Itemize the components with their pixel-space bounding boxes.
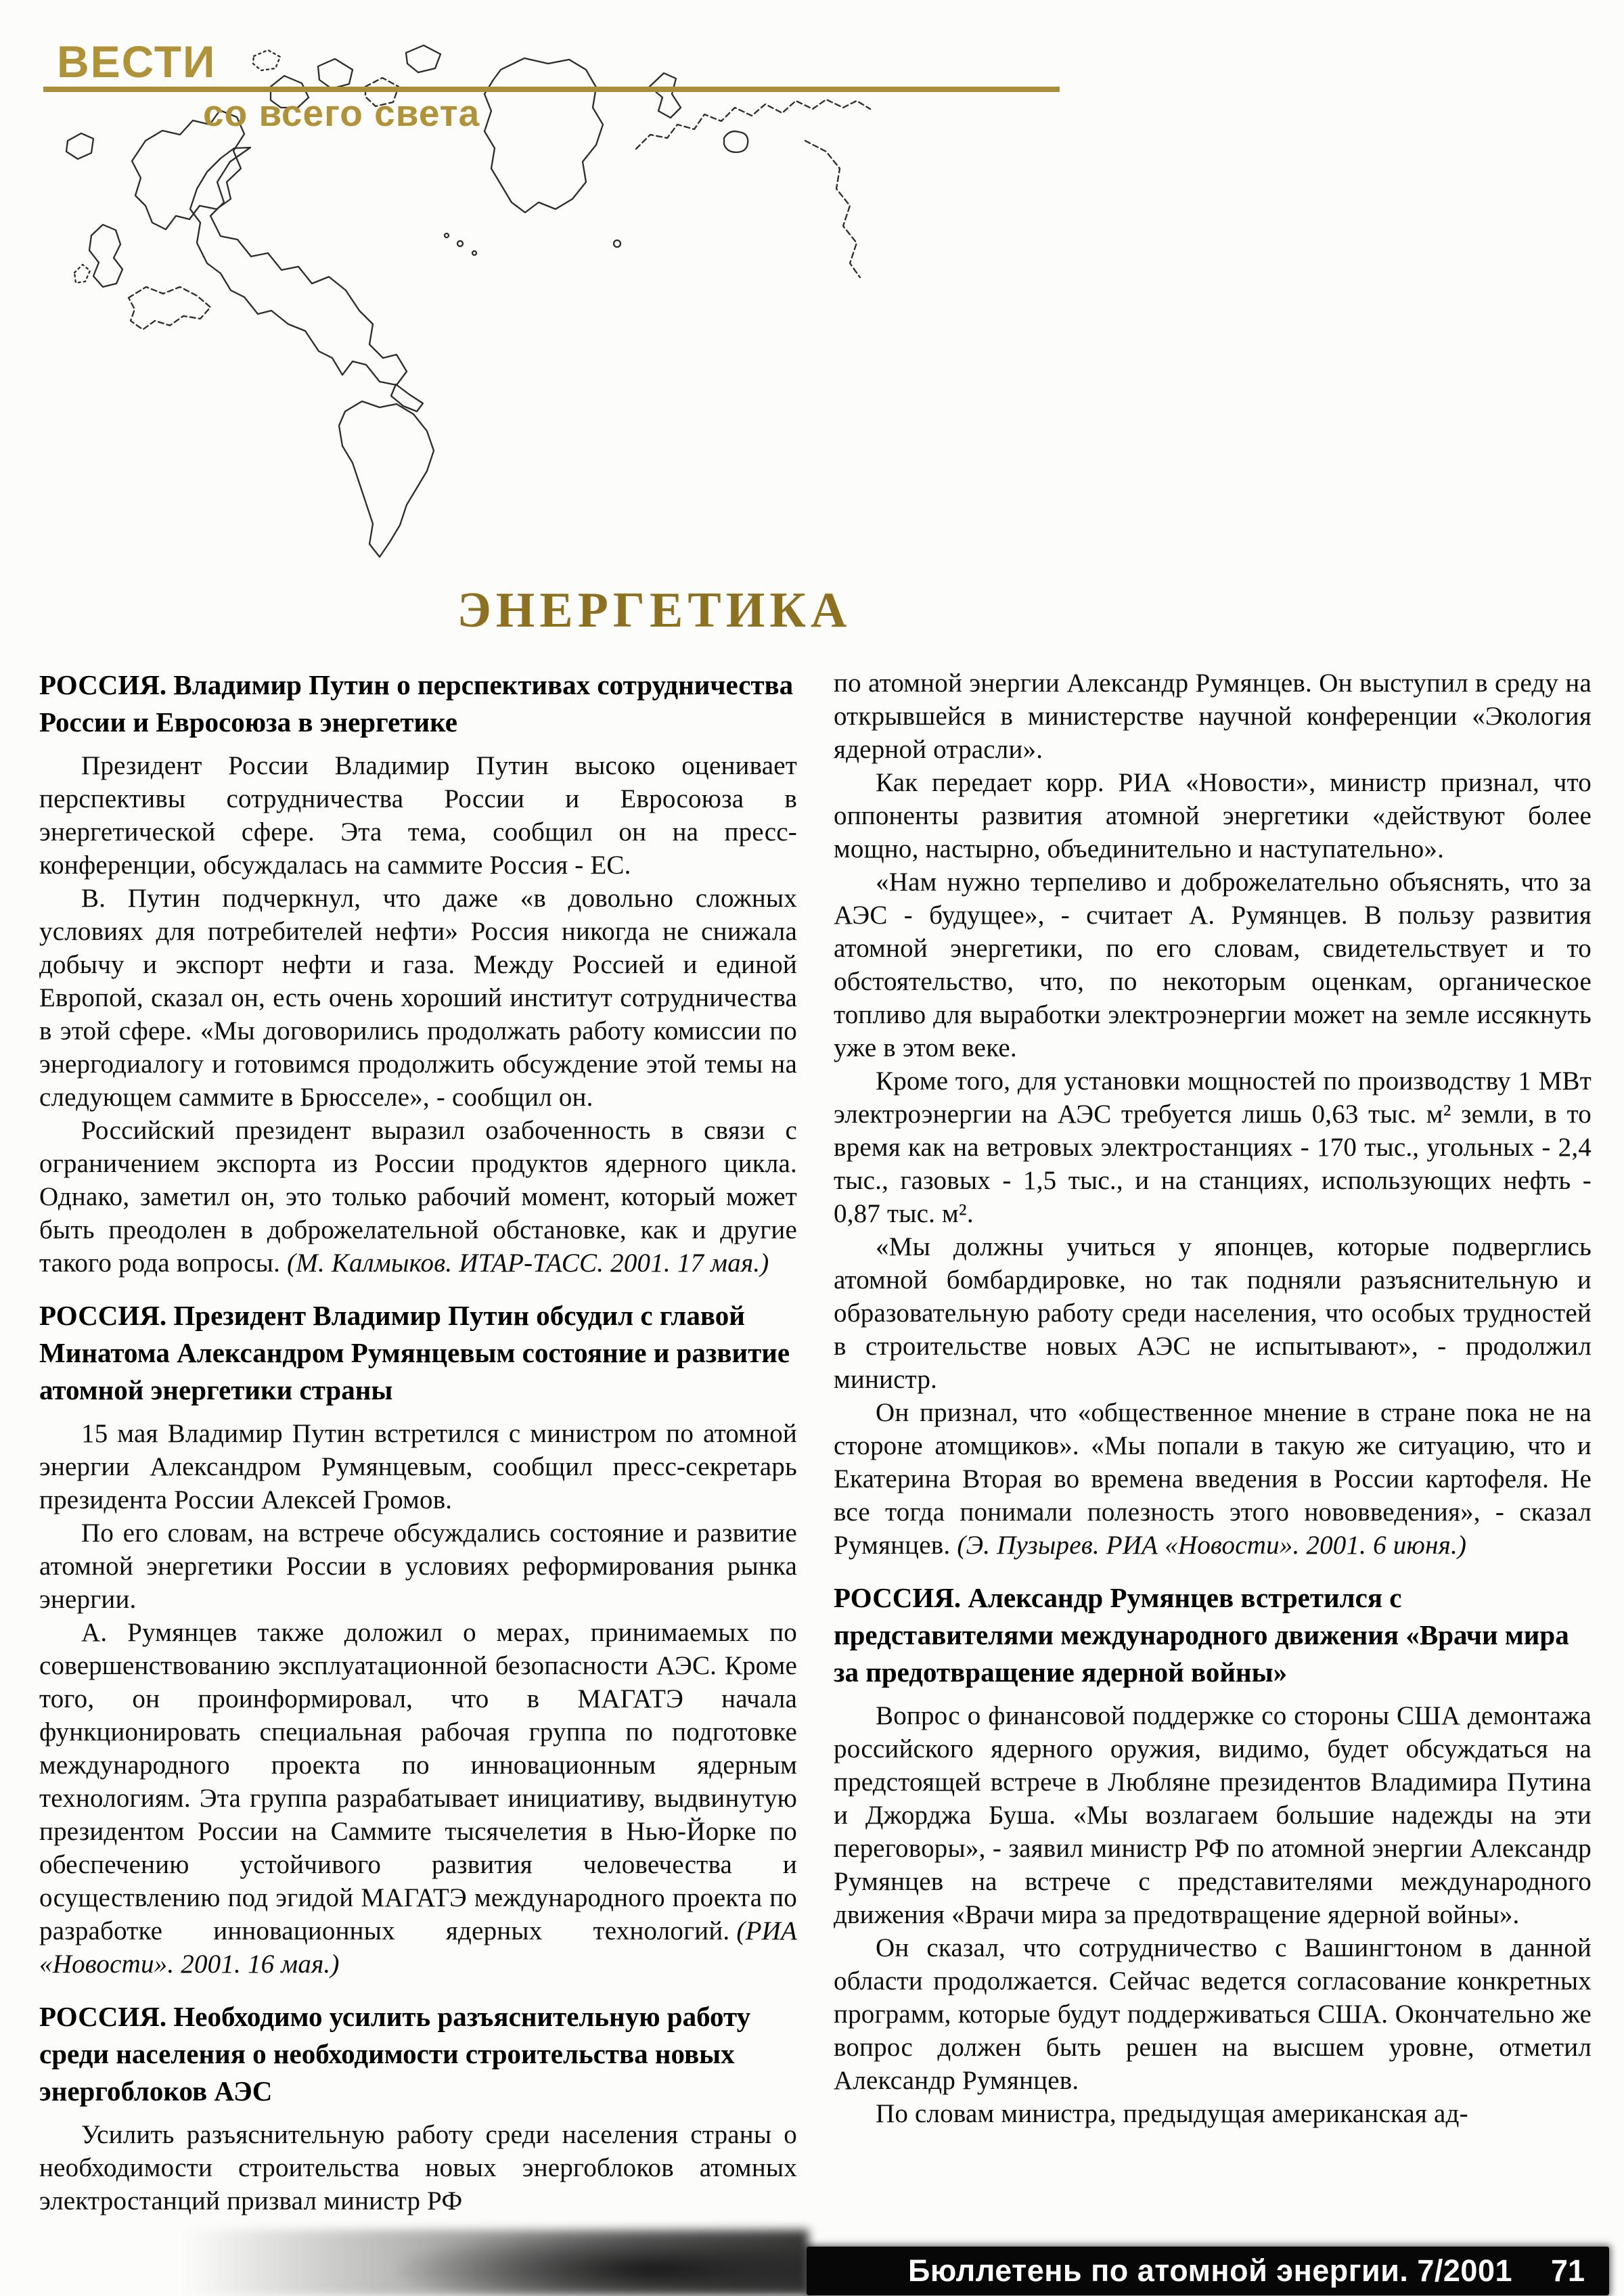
article-paragraph: «Нам нужно терпеливо и доброжелательно объяснять, что за АЭС - будущее», - считает А. Румянцев. В пользу развития атомной энергетики, по его словам, свидетельствует и то обстоятельство, что, по некоторым оценкам, органическое топливо для выработки электроэнергии может на земле иссякнуть уже в этом веке. — [834, 868, 1592, 1062]
article-title: РОССИЯ. Президент Владимир Путин обсудил с главой Минатома Александром Румянцевым состояние и развитие атомной энергетики страны — [39, 1300, 790, 1405]
footer-page-number: 71 — [1550, 2253, 1585, 2288]
source-citation: (Э. Пузырев. РИА «Новости». 2001. 6 июня.) — [957, 1531, 1467, 1560]
source-citation: (М. Калмыков. ИТАР-ТАСС. 2001. 17 мая.) — [287, 1248, 769, 1278]
article-paragraph: Президент России Владимир Путин высоко оценивает перспективы сотрудничества России и Евросоюза в энергетической сфере. Эта тема, сообщил он на пресс-конференции, обсуждалась на саммите Россия - ЕС. — [39, 751, 797, 880]
paragraph-text: Российский президент выразил озабоченность в связи с ограничением экспорта из России продуктов ядерного цикла. Однако, заметил он, это только рабочий момент, который может быть преодолен в доброжелательной обстановке, как и другие такого рода вопросы. — [39, 1116, 797, 1278]
article-paragraph — [39, 1616, 797, 1981]
article-paragraph: по атомной энергии Александр Румянцев. Он выступил в среду на открывшейся в министерстве научной конференции «Экология ядерной отрасли». — [834, 669, 1592, 764]
article-title: РОССИЯ. Александр Румянцев встретился с представителями международного движения «Врачи мира за предотвращение ядерной войны» — [834, 1582, 1569, 1688]
right-column — [834, 667, 1592, 2218]
article-paragraph: В. Путин подчеркнул, что даже «в довольно сложных условиях для потребителей нефти» Россия никогда не снижала добычу и экспорт нефти и газа. Между Россией и единой Европой, сказал он, есть очень хороший институт сотрудничества в этой сфере. «Мы договорились продолжать работу комиссии по энергодиалогу и готовимся продолжить обсуждение этой темы на следующем саммите в Брюсселе», - сообщил он. — [39, 884, 797, 1112]
footer-bar — [807, 2247, 1609, 2295]
footer-journal-title: Бюллетень по атомной энергии. 7/2001 — [908, 2253, 1512, 2288]
logo-subtitle: со всего света — [203, 92, 480, 134]
article-paragraph: «Мы должны учиться у японцев, которые подверглись атомной бомбардировке, но так подняли разъяснительную и образовательную работу среди населения, что особых трудностей в строительстве новых АЭС не испытывают», - продолжил министр. — [834, 1232, 1592, 1394]
article-title: РОССИЯ. Необходимо усилить разъяснительную работу среди населения о необходимости строительства новых энергоблоков АЭС — [39, 2001, 751, 2107]
source-citation: (РИА «Новости». 2001. 16 мая.) — [39, 1916, 797, 1979]
article-paragraph: Усилить разъяснительную работу среди населения страны о необходимости строительства новых энергоблоков атомных электростанций призвал министр РФ — [39, 2120, 797, 2215]
article-paragraph: Вопрос о финансовой поддержке со стороны США демонтажа российского ядерного оружия, видимо, будет обсуждаться на предстоящей встрече в Любляне президентов Владимира Путина и Джорджа Буша. «Мы возлагаем большие надежды на эти переговоры», - заявил министр РФ по атомной энергии Александр Румянцев на встрече с представителями международного движения «Врачи мира за предотвращение ядерной войны». — [834, 1701, 1592, 1929]
article-paragraph: Кроме того, для установки мощностей по производству 1 МВт электроэнергии на АЭС требуется лишь 0,63 тыс. м² земли, в то время как на ветровых электростанциях - 170 тыс., угольных - 2,4 тыс., газовых - 1,5 тыс., и на станциях, использующих нефть - 0,87 тыс. м². — [834, 1066, 1592, 1228]
article-paragraph — [834, 1396, 1592, 1562]
article-title: РОССИЯ. Владимир Путин о перспективах сотрудничества России и Евросоюза в энергетике — [39, 669, 794, 738]
article-paragraph: 15 мая Владимир Путин встретился с министром по атомной энергии Александром Румянцевым, сообщил пресс-секретарь президента России Алексей Громов. — [39, 1419, 797, 1514]
section-title: ЭНЕРГЕТИКА — [457, 583, 852, 638]
logo-vesti: ВЕСТИ — [57, 37, 217, 87]
article-columns — [39, 667, 1592, 2218]
article-paragraph — [39, 1114, 797, 1280]
masthead-rule — [43, 87, 1060, 92]
paragraph-text: А. Румянцев также доложил о мерах, принимаемых по совершенствованию эксплуатационной безопасности АЭС. Кроме того, он проинформировал, что в МАГАТЭ начала функционировать специальная рабочая группа по подготовке международного проекта по инновационным ядерным технологиям. Эта группа разрабатывает инициативу, выдвинутую президентом России на Саммите тысячелетия в Нью-Йорке по обеспечению устойчивого развития человечества и осуществлению под эгидой МАГАТЭ международного проекта по разработке инновационных ядерных технологий. — [39, 1618, 797, 1945]
article-paragraph: По его словам, на встрече обсуждались состояние и развитие атомной энергетики России в условиях реформирования рынка энергии. — [39, 1518, 797, 1614]
article-paragraph: Как передает корр. РИА «Новости», министр признал, что оппоненты развития атомной энергетики «действуют более мощно, настырно, объединительно и наступательно». — [834, 768, 1592, 863]
article-paragraph: По словам министра, предыдущая американская ад- — [876, 2099, 1468, 2128]
scan-smudge-artifact — [183, 2230, 809, 2296]
left-column — [39, 667, 797, 2218]
paragraph-text: Он признал, что «общественное мнение в стране пока не на стороне атомщиков». «Мы попали в такую же ситуацию, что и Екатерина Вторая во времена введения в России картофеля. Не все тогда понимали полезность этого нововведения», - сказал Румянцев. — [834, 1398, 1592, 1560]
article-paragraph: Он сказал, что сотрудничество с Вашингтоном в данной области продолжается. Сейчас ведется согласование конкретных программ, которые будут поддерживаться США. Окончательно же вопрос должен быть решен на высшем уровне, отметил Александр Румянцев. — [834, 1933, 1592, 2095]
